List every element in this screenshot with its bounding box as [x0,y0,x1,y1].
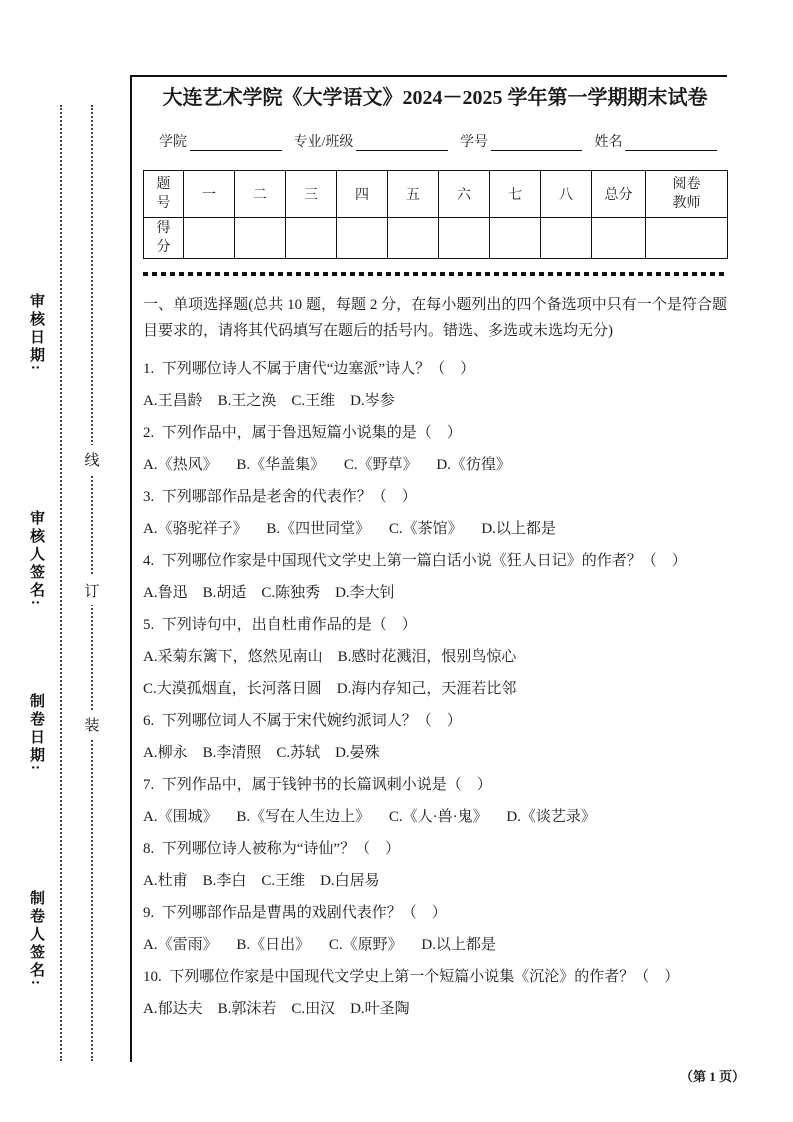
question-text: 4. 下列哪位作家是中国现代文学史上第一篇白话小说《狂人日记》的作者？（ ） [143,553,687,569]
binding-dotted-line-outer [60,105,62,1061]
score-value-cell [286,218,337,259]
field-label-major-class: 专业/班级 [293,135,354,150]
field-label-college: 学院 [159,135,187,150]
question-6 [143,711,727,764]
question-options: A.《围城》 B.《写在人生边上》 C.《人·兽·鬼》 D.《谈艺录》 [143,809,596,825]
question-options: A.郁达夫 B.郭沫若 C.田汉 D.叶圣陶 [143,1001,410,1017]
student-info-row [143,132,727,152]
question-options: A.《骆驼祥子》 B.《四世同堂》 C.《茶馆》 D.以上都是 [143,521,556,537]
field-label-name: 姓名 [594,135,623,150]
question-options: A.《雷雨》 B.《日出》 C.《原野》 D.以上都是 [143,937,496,953]
binding-char-line: 线 [83,445,101,474]
question-options: A.采菊东篱下，悠然见南山 B.感时花溅泪，恨别鸟惊心 [143,649,517,665]
question-text: 8. 下列哪位诗人被称为“诗仙”？（ ） [143,841,401,857]
score-col-7: 七 [490,171,541,218]
question-text: 6. 下列哪位词人不属于宋代婉约派词人？（ ） [143,713,462,729]
question-text: 10. 下列哪位作家是中国现代文学史上第一个短篇小说集《沉沦》的作者？（ ） [143,969,680,985]
question-options: A.王昌龄 B.王之涣 C.王维 D.岑参 [143,393,395,409]
question-2 [143,423,727,476]
question-options: A.杜甫 B.李白 C.王维 D.白居易 [143,873,380,889]
field-line-name [625,135,717,151]
score-table-header-row [144,171,728,218]
question-options: A.《热风》 B.《华盖集》 C.《野草》 D.《彷徨》 [143,457,511,473]
score-value-cell-total [592,218,646,259]
score-value-cell [439,218,490,259]
field-line-college [190,135,282,151]
section-instructions: (总共 10 题，每题 2 分，在每小题列出的四个备选项中只有一个是符合题目要求的，请将其代码填写在题后的括号内。错选、多选或未选均无分) [143,297,727,339]
score-value-cell [337,218,388,259]
score-col-8: 八 [541,171,592,218]
score-col-2: 二 [235,171,286,218]
question-text: 3. 下列哪部作品是老舍的代表作？（ ） [143,489,417,505]
dotted-separator [143,272,727,276]
field-line-major-class [356,135,448,151]
score-col-4: 四 [337,171,388,218]
binding-label-printer-signature: 制卷人签名: [28,890,44,988]
score-label-text: 得分 [156,221,171,255]
score-col-6: 六 [439,171,490,218]
exam-content [143,84,727,1031]
question-list [143,359,727,1020]
section-title: 一、单项选择题 [143,297,249,313]
question-5 [143,615,727,700]
exam-title: 大连艺术学院《大学语文》2024－2025 学年第一学期期末试卷 [162,87,708,109]
field-line-student-id [491,135,583,151]
binding-label-review-date: 审核日期: [28,293,44,373]
question-8 [143,839,727,892]
binding-label-reviewer-signature: 审核人签名: [28,510,44,608]
question-text: 7. 下列作品中，属于钱钟书的长篇讽刺小说是（ ） [143,777,492,793]
question-10 [143,967,727,1020]
score-value-cell-grader [646,218,728,259]
score-value-cell [235,218,286,259]
binding-label-print-date: 制卷日期: [28,693,44,773]
question-options: A.柳永 B.李清照 C.苏轼 D.晏殊 [143,745,380,761]
score-value-cell [490,218,541,259]
question-9 [143,903,727,956]
score-col-5: 五 [388,171,439,218]
score-col-3: 三 [286,171,337,218]
score-header-question-label [144,171,184,218]
score-value-cell [388,218,439,259]
question-label-text: 题号 [156,177,171,211]
binding-char-bind: 装 [83,710,101,739]
question-text: 5. 下列诗句中，出自杜甫作品的是（ ） [143,617,417,633]
page-number: （第 1 页） [680,1069,746,1084]
grader-label-text: 阅卷教师 [672,177,701,211]
score-table [143,170,728,259]
score-col-1: 一 [184,171,235,218]
question-options: C.大漠孤烟直，长河落日圆 D.海内存知己，天涯若比邻 [143,681,517,697]
score-col-total: 总分 [592,171,646,218]
score-col-grader [646,171,728,218]
score-value-cell [184,218,235,259]
question-text: 9. 下列哪部作品是曹禺的戏剧代表作？（ ） [143,905,447,921]
score-row-label [144,218,184,259]
field-label-student-id: 学号 [459,135,488,150]
question-text: 2. 下列作品中，属于鲁迅短篇小说集的是（ ） [143,425,462,441]
question-3 [143,487,727,540]
question-7 [143,775,727,828]
question-options: A.鲁迅 B.胡适 C.陈独秀 D.李大钊 [143,585,395,601]
question-text: 1. 下列哪位诗人不属于唐代“边塞派”诗人？（ ） [143,361,476,377]
score-table-score-row [144,218,728,259]
section-intro [143,292,727,344]
binding-char-stitch: 订 [83,576,101,605]
question-1 [143,359,727,412]
question-4 [143,551,727,604]
score-value-cell [541,218,592,259]
